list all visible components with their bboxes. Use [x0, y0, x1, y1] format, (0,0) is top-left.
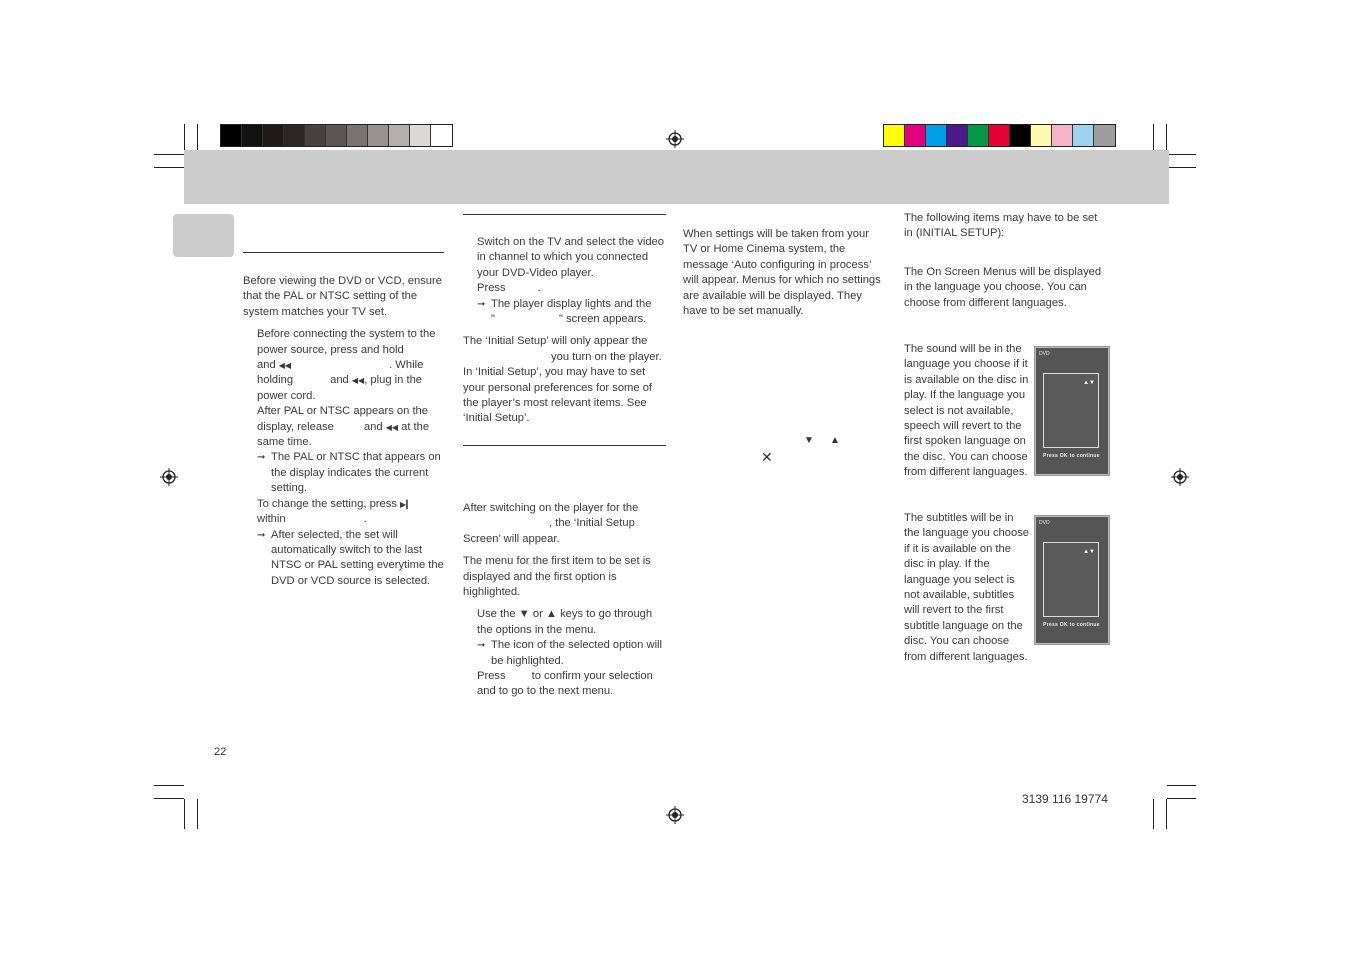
step-paragraph: After PAL or NTSC appears on the display, release and ◀◀ at the same time.: [257, 405, 430, 449]
registration-mark-icon: [666, 130, 684, 148]
crop-mark: [154, 798, 184, 799]
osd-subtitle-screenshot: [1035, 516, 1109, 644]
result-arrow-item: ➞ After selected, the set will automatically switch to the last NTSC or PAL setting everytime the DVD or VCD source is selected.: [257, 528, 444, 587]
crop-mark: [154, 154, 184, 155]
result-arrow-item: ➞ The icon of the selected option will be highlighted.: [477, 639, 663, 667]
crop-mark: [154, 785, 184, 786]
step-paragraph: Use the ▼ or ▲ keys to go through the options in the menu.: [477, 608, 653, 636]
result-arrow-item: ➞ The PAL or NTSC that appears on the display indicates the current setting.: [257, 451, 441, 495]
body-paragraph: After switching on the player for the , the ‘Initial Setup Screen’ will appear.: [463, 501, 639, 545]
color-swatch: [431, 125, 452, 146]
grayscale-color-bar: [220, 124, 453, 147]
color-swatch: [284, 125, 305, 146]
next-icon: ▶▎: [400, 499, 413, 509]
page-number: 22: [214, 746, 227, 758]
note-paragraph: In ‘Initial Setup’, you may have to set your personal preferences for some of the player’s most relevant items. See ‘Initial Setup’.: [463, 366, 653, 425]
color-swatch: [884, 125, 905, 146]
note-paragraph: The ‘Initial Setup’ will only appear the you turn on the player.: [463, 335, 662, 363]
result-arrow-item: ➞ The player display lights and the " " screen appears.: [477, 297, 652, 326]
color-swatch: [947, 125, 968, 146]
step-paragraph: Press to confirm your selection and to go to the next menu.: [477, 669, 653, 698]
registration-mark-icon: [160, 468, 178, 486]
color-swatch: [389, 125, 410, 146]
column-3: [683, 227, 881, 319]
color-swatch: [1010, 125, 1031, 146]
color-swatch: [1052, 125, 1073, 146]
color-swatch: [410, 125, 431, 146]
color-swatch: [1031, 125, 1052, 146]
color-swatch: [926, 125, 947, 146]
section-rule: [243, 252, 444, 253]
scroll-arrows-icon: ▲▼: [1083, 549, 1095, 555]
scroll-arrows-icon: ▲▼: [1083, 380, 1095, 386]
close-icon: ✕: [761, 449, 773, 465]
audio-language-paragraph: The sound will be in the language you choose if it is available on the disc in play. If the language you select is not available, speech will revert to the first spoken language on the disc. You can choose from different languages.: [904, 343, 1029, 479]
crop-mark: [1166, 799, 1167, 829]
crop-mark: [1167, 154, 1196, 155]
arrow-right-icon: ➞: [477, 298, 486, 310]
step-paragraph: To change the setting, press ▶▎ within .: [257, 497, 413, 526]
intro-paragraph: Before viewing the DVD or VCD, ensure that the PAL or NTSC setting of the system matches your TV set.: [243, 275, 442, 318]
color-swatch: [305, 125, 326, 146]
color-swatch: [242, 125, 263, 146]
subtitle-language-paragraph: The subtitles will be in the language you choose if it is available on the disc in play. If the language you select is not available, subtitles will revert to the first subtitle language on the disc. You can choose from different languages.: [904, 512, 1030, 663]
language-tab: [173, 214, 234, 257]
arrow-right-icon: ➞: [257, 452, 266, 464]
column-1: [243, 274, 447, 589]
crop-mark: [1167, 785, 1196, 786]
column-2: [463, 235, 668, 700]
crop-mark: [154, 167, 184, 168]
osd-menu-box: [1043, 542, 1099, 617]
document-code: 3139 116 19774: [1022, 792, 1108, 806]
color-swatch: [968, 125, 989, 146]
color-swatch: [263, 125, 284, 146]
osd-menu-box: [1043, 373, 1099, 448]
rewind-icon: ◀◀: [278, 361, 292, 371]
arrow-right-icon: ➞: [257, 529, 266, 541]
color-swatch: [347, 125, 368, 146]
auto-config-paragraph: When settings will be taken from your TV or Home Cinema system, the message ‘Auto configuring in process’ will appear. Menus for which no settings are available will be displayed. They have to be set manually.: [683, 228, 881, 318]
dvd-logo: DVD: [1039, 520, 1050, 526]
header-band: [184, 150, 1169, 204]
body-paragraph: The menu for the first item to be set is displayed and the first option is highlighted.: [463, 555, 651, 598]
registration-mark-icon: [666, 806, 684, 824]
crop-mark: [1167, 167, 1196, 168]
osd-continue-text: Press OK to continue: [1043, 622, 1100, 628]
rewind-icon: ◀◀: [385, 422, 398, 432]
section-rule: [463, 214, 666, 215]
crop-mark: [184, 799, 185, 829]
rewind-icon: ◀◀: [351, 376, 365, 386]
color-swatch: [1073, 125, 1094, 146]
color-swatch: [989, 125, 1010, 146]
crop-mark: [1167, 798, 1196, 799]
step-paragraph: Switch on the TV and select the video in channel to which you connected your DVD-Video player. Press .: [477, 236, 664, 295]
step-paragraph: Before connecting the system to the power source, press and hold and ◀◀ . While holding and ◀◀, plug in the power cord.: [257, 328, 436, 402]
dvd-logo: DVD: [1039, 351, 1050, 357]
crop-mark: [1153, 799, 1154, 829]
registration-mark-icon: [1171, 468, 1189, 486]
menu-language-paragraph: The On Screen Menus will be displayed in the language you choose. You can choose from different languages.: [904, 266, 1102, 309]
color-swatch: [368, 125, 389, 146]
color-swatch: [1094, 125, 1115, 146]
osd-continue-text: Press OK to continue: [1043, 453, 1100, 459]
down-arrow-icon: ▼: [804, 435, 814, 446]
up-arrow-icon: ▲: [830, 435, 840, 446]
intro-items-paragraph: The following items may have to be set in (INITIAL SETUP):: [904, 212, 1098, 240]
arrow-right-icon: ➞: [477, 640, 486, 652]
color-swatch: [905, 125, 926, 146]
color-swatch: [326, 125, 347, 146]
process-color-bar: [883, 124, 1116, 147]
color-swatch: [221, 125, 242, 146]
osd-audio-screenshot: [1035, 347, 1109, 475]
crop-mark: [197, 799, 198, 829]
